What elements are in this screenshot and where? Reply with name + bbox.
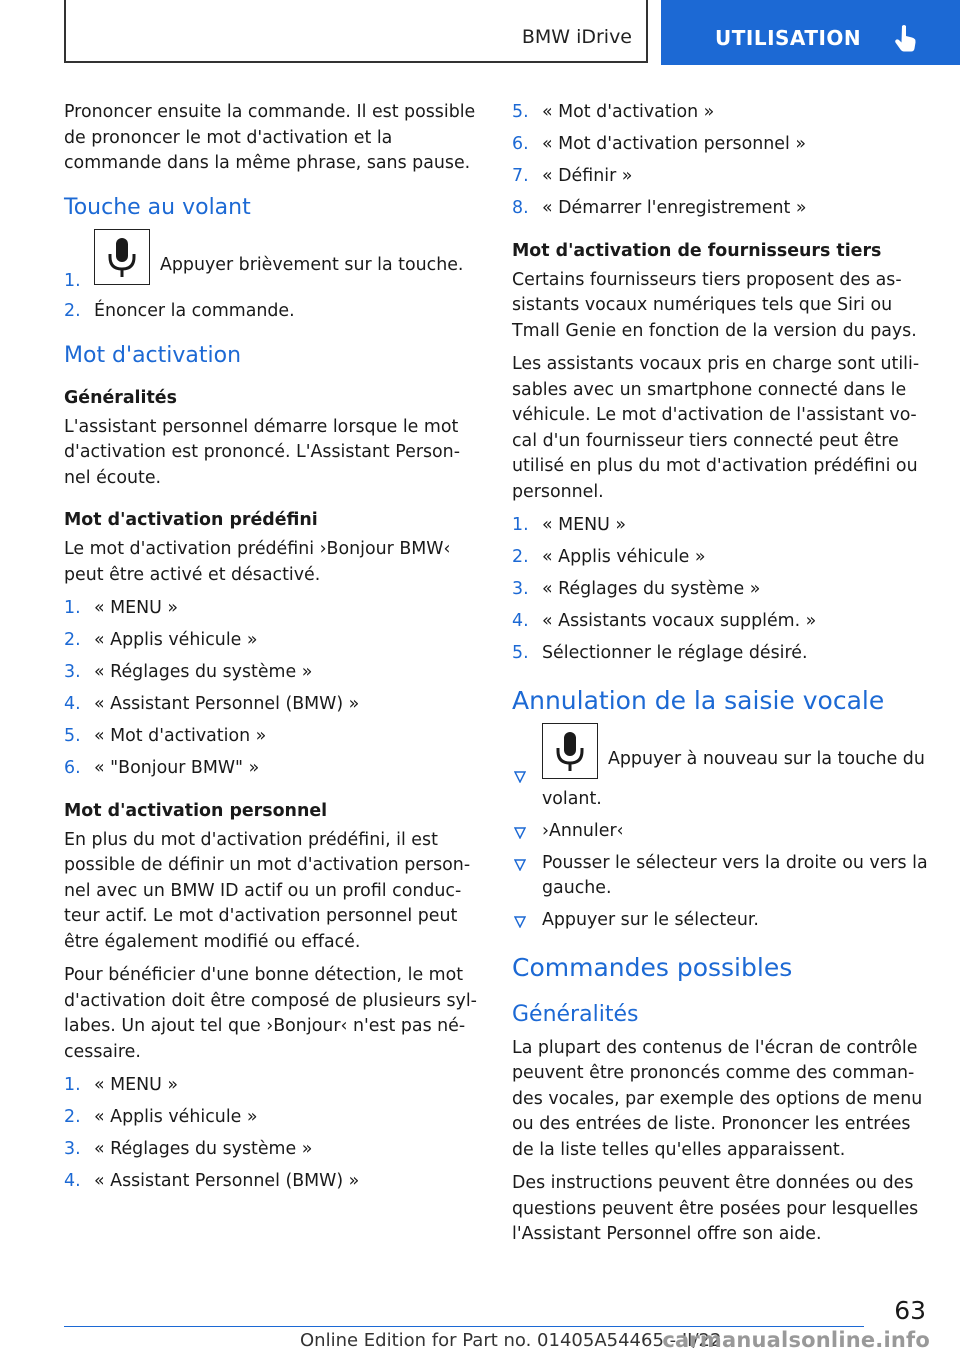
list-item xyxy=(64,1169,478,1195)
step-text: Appuyer brièvement sur la touche. xyxy=(160,254,464,275)
step-text: « Mot d'activation » xyxy=(94,726,267,746)
predefini-steps-list xyxy=(64,596,478,782)
step-text: « Applis véhicule » xyxy=(542,547,706,567)
triangle-bullet-icon xyxy=(514,859,526,871)
touche-steps-list xyxy=(64,237,478,325)
list-number: 8. xyxy=(512,198,529,218)
list-item xyxy=(64,596,478,622)
list-number: 7. xyxy=(512,166,529,186)
list-number: 1. xyxy=(512,515,529,535)
page-number: 63 xyxy=(894,1296,926,1325)
list-number: 5. xyxy=(512,102,529,122)
step-text: « MENU » xyxy=(94,1075,179,1095)
list-item xyxy=(64,660,478,686)
heading-commandes: Commandes possibles xyxy=(512,952,793,982)
list-item xyxy=(512,196,930,222)
list-item xyxy=(64,299,478,325)
left-column xyxy=(64,100,478,1207)
list-item xyxy=(64,692,478,718)
list-item xyxy=(64,724,478,750)
list-number: 1. xyxy=(64,270,81,291)
list-item xyxy=(512,641,930,667)
list-number: 2. xyxy=(64,630,81,650)
step-text: « MENU » xyxy=(542,515,627,535)
list-item xyxy=(512,164,930,190)
list-number: 5. xyxy=(512,643,529,663)
list-number: 4. xyxy=(64,694,81,714)
list-number: 6. xyxy=(512,134,529,154)
list-number: 3. xyxy=(512,579,529,599)
list-item xyxy=(64,1137,478,1163)
step-text: « Mot d'activation » xyxy=(542,102,715,122)
step-text: « Mot d'activation personnel » xyxy=(542,134,806,154)
heading-annulation: Annulation de la saisie vocale xyxy=(512,685,885,715)
gen2-paragraph-2: Des instructions peuvent être données ou des questions peuvent être posées pour lesquelles l'Assistant Personnel offre son aide. xyxy=(512,1173,919,1244)
step-text: « Assistant Personnel (BMW) » xyxy=(94,694,360,714)
step-text: « Assistants vocaux supplém. » xyxy=(542,611,817,631)
header-chapter-title: UTILISATION xyxy=(715,26,862,50)
list-item xyxy=(64,237,478,293)
footer-divider xyxy=(64,1326,864,1327)
continued-steps-list xyxy=(512,100,930,222)
heading-personnel: Mot d'activation personnel xyxy=(64,800,328,821)
list-item xyxy=(64,628,478,654)
generalites-paragraph: L'assistant personnel démarre lorsque le mot d'activation est prononcé. L'Assistant Personnel écoute. xyxy=(64,416,460,488)
step-text: « Assistant Personnel (BMW) » xyxy=(94,1171,360,1191)
microphone-icon xyxy=(542,723,598,779)
step-text: « MENU » xyxy=(94,598,179,618)
list-number: 3. xyxy=(64,662,81,682)
list-number: 1. xyxy=(64,1075,81,1095)
list-number: 4. xyxy=(64,1171,81,1191)
triangle-bullet-icon xyxy=(514,827,526,839)
annulation-list xyxy=(512,731,930,934)
list-item xyxy=(512,100,930,126)
gen2-paragraph-1: La plupart des contenus de l'écran de contrôle peuvent être prononcés comme des commandes vocales, par exemple des options de menu ou des entrées de liste. Prononcer les entrées de la liste telles qu'elles apparaissent. xyxy=(512,1037,923,1160)
personnel-steps-list xyxy=(64,1073,478,1195)
hand-pointer-icon xyxy=(893,24,919,52)
step-text: « Réglages du système » xyxy=(94,1139,313,1159)
predefini-paragraph: Le mot d'activation prédéfini ›Bonjour BMW‹ peut être activé et désactivé. xyxy=(64,539,451,585)
list-item xyxy=(512,819,930,845)
list-number: 2. xyxy=(512,547,529,567)
list-item xyxy=(64,1073,478,1099)
annulation-text: Appuyer à nouveau sur la touche du volant. xyxy=(542,748,925,809)
heading-generalites-2: Généralités xyxy=(512,1001,639,1027)
heading-generalites: Généralités xyxy=(64,387,177,408)
right-column xyxy=(512,100,930,1256)
intro-paragraph: Prononcer ensuite la commande. Il est possible de prononcer le mot d'activation et la commande dans la même phrase, sans pause. xyxy=(64,102,476,173)
personnel-paragraph-1: En plus du mot d'activation prédéfini, il est possible de définir un mot d'activation personnel avec un BMW ID actif ou un profil conducteur actif. Le mot d'activation personnel peut être également modifié ou effacé. xyxy=(64,829,471,952)
watermark: carmanualsonline.info xyxy=(662,1328,930,1352)
heading-tiers: Mot d'activation de fournisseurs tiers xyxy=(512,240,882,261)
heading-predefini: Mot d'activation prédéfini xyxy=(64,510,318,530)
annulation-text: ›Annuler‹ xyxy=(542,820,624,841)
header-section-box xyxy=(64,0,648,63)
step-text: « "Bonjour BMW" » xyxy=(94,758,260,778)
step-text: « Démarrer l'enregistrement » xyxy=(542,198,807,218)
list-number: 4. xyxy=(512,611,529,631)
tiers-paragraph-1: Certains fournisseurs tiers proposent des assistants vocaux numériques tels que Siri ou Tmall Genie en fonction de la version du pays. xyxy=(512,269,917,341)
list-item xyxy=(512,731,930,813)
annulation-text: Appuyer sur le sélecteur. xyxy=(542,910,759,930)
step-text: « Réglages du système » xyxy=(542,579,761,599)
step-text: Sélectionner le réglage désiré. xyxy=(542,643,808,663)
list-item xyxy=(512,513,930,539)
header-section-title: BMW iDrive xyxy=(521,26,632,48)
step-text: « Applis véhicule » xyxy=(94,1107,258,1127)
triangle-bullet-icon xyxy=(514,916,526,928)
list-number: 1. xyxy=(64,598,81,618)
list-item xyxy=(512,908,930,934)
list-item xyxy=(512,851,930,902)
list-item xyxy=(512,132,930,158)
list-number: 2. xyxy=(64,1107,81,1127)
list-number: 2. xyxy=(64,301,81,321)
footer-edition: Online Edition for Part no. 01405A54465 - II/22 xyxy=(300,1330,722,1351)
step-text: Énoncer la commande. xyxy=(94,301,295,321)
heading-mot-activation: Mot d'activation xyxy=(64,342,242,368)
list-item xyxy=(512,545,930,571)
step-text: « Définir » xyxy=(542,166,633,186)
list-item xyxy=(64,756,478,782)
microphone-icon xyxy=(94,229,150,285)
list-item xyxy=(512,609,930,635)
list-number: 6. xyxy=(64,758,81,778)
list-number: 3. xyxy=(64,1139,81,1159)
step-text: « Réglages du système » xyxy=(94,662,313,682)
triangle-bullet-icon xyxy=(514,771,526,783)
tiers-steps-list xyxy=(512,513,930,667)
personnel-paragraph-2: Pour bénéficier d'une bonne détection, le mot d'activation doit être composé de plusieurs syllabes. Un ajout tel que ›Bonjour‹ n'est pas nécessaire. xyxy=(64,965,477,1062)
tiers-paragraph-2: Les assistants vocaux pris en charge sont utilisables avec un smartphone connecté dans le véhicule. Le mot d'activation de l'assistant vocal d'un fournisseur tiers connecté peut être utilisé en plus du mot d'activation prédéfini ou personnel. xyxy=(512,354,920,502)
list-item xyxy=(64,1105,478,1131)
heading-touche-au-volant: Touche au volant xyxy=(64,194,251,220)
list-number: 5. xyxy=(64,726,81,746)
step-text: « Applis véhicule » xyxy=(94,630,258,650)
annulation-text: Pousser le sélecteur vers la droite ou vers la gauche. xyxy=(542,852,928,898)
list-item xyxy=(512,577,930,603)
header-chapter-box xyxy=(661,0,960,65)
